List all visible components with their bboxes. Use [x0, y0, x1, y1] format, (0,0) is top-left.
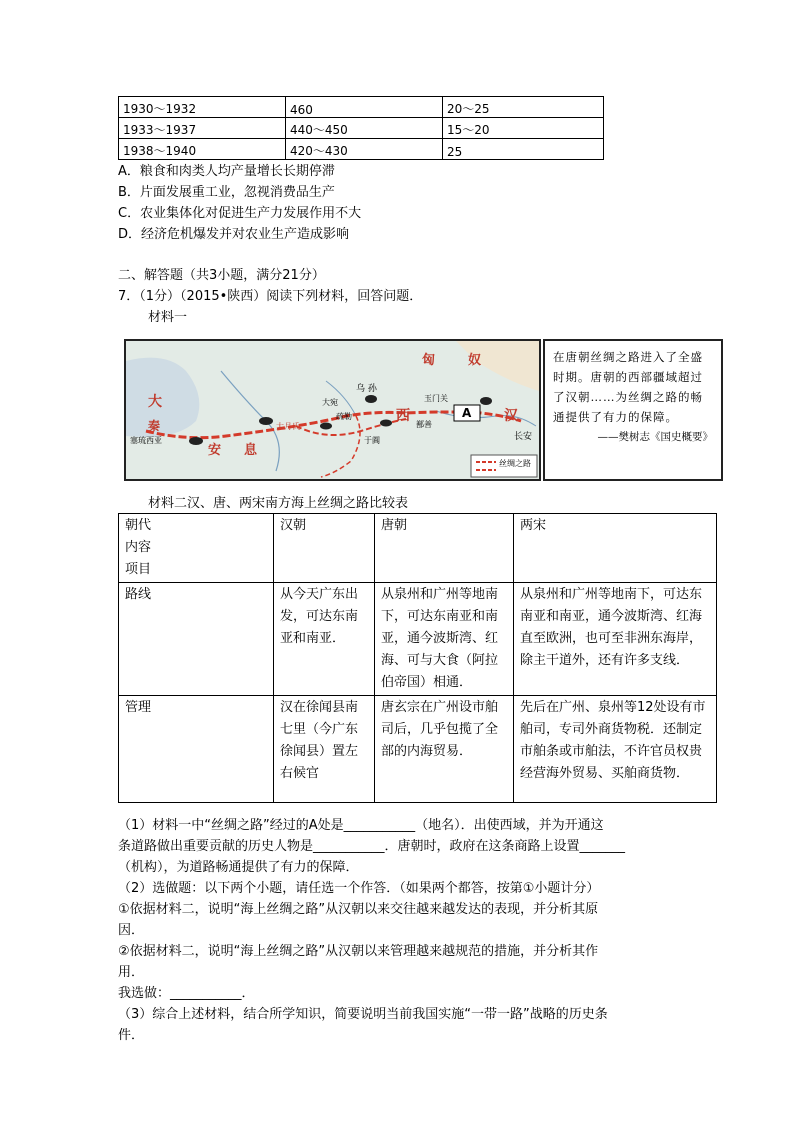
- table-cell: 420～430: [286, 139, 443, 160]
- map-label: 秦: [148, 419, 161, 433]
- map-label: 安: [208, 443, 222, 458]
- point-a-label: A: [462, 406, 472, 420]
- quote-box: [543, 339, 723, 481]
- header-item: 项目: [125, 562, 152, 577]
- comparison-table: [118, 513, 717, 803]
- table-cell: 从今天广东出发，可达东南亚和南亚．: [274, 583, 375, 696]
- table-cell: 1930～1932: [119, 97, 286, 118]
- production-table: [118, 96, 604, 160]
- table-row: [119, 696, 717, 803]
- table-header-song: 两宋: [514, 514, 717, 583]
- table-cell: 440～450: [286, 118, 443, 139]
- table-header-corner: [119, 514, 274, 583]
- question-line: 条道路做出重要贡献的历史人物是___________．唐朝时，政府在这条商路上设置_______: [118, 839, 626, 854]
- quote-text: 在唐朝丝绸之路进入了全盛时期。唐朝的西部疆域超过了汉朝……为丝绸之路的畅通提供了有力的保障。: [553, 350, 703, 424]
- table-row: [119, 583, 717, 696]
- map-label: 塞琉西亚: [130, 436, 162, 445]
- option-a: A．粮食和肉类人均产量增长长期停滞: [118, 164, 335, 179]
- question-line: 我选做：___________．: [118, 986, 255, 1001]
- table-cell: 从泉州和广州等地南下，可达东南亚和南亚，通今波斯湾、红海、可与大食（阿拉伯帝国）相通．: [375, 583, 514, 696]
- legend-label: 丝绸之路: [499, 459, 531, 468]
- map-label: 大宛: [322, 398, 338, 407]
- table-header-han: 汉朝: [274, 514, 375, 583]
- question-line: （2）选做题：以下两个小题，请任选一个作答．（如果两个都答，按第①小题计分）: [118, 881, 600, 896]
- map-label: 大: [148, 394, 162, 410]
- table-row: [119, 97, 604, 118]
- table-row: [119, 139, 604, 160]
- table-cell: 唐玄宗在广州设市舶司后，几乎包揽了全部的内海贸易．: [375, 696, 514, 803]
- map-label: 西: [396, 408, 410, 424]
- table-row: [119, 118, 604, 139]
- table-cell: 汉在徐闻县南七里（今广东徐闻县）置左右候官: [274, 696, 375, 803]
- table-cell: 15～20: [443, 118, 604, 139]
- option-d: D．经济危机爆发并对农业生产造成影响: [118, 227, 350, 242]
- map-label: 长安: [514, 432, 533, 442]
- option-c: C．农业集体化对促进生产力发展作用不大: [118, 206, 362, 221]
- question-line: （3）综合上述材料，结合所学知识，简要说明当前我国实施“一带一路”战略的历史条: [118, 1007, 608, 1022]
- question-line: 因．: [118, 923, 145, 938]
- table-cell: 20～25: [443, 97, 604, 118]
- map-label: 大月氏: [276, 422, 300, 431]
- question-line: （1）材料一中“丝绸之路”经过的A处是___________（地名）．出使西域，并为开通这: [118, 818, 604, 833]
- question-line: ②依据材料二，说明“海上丝绸之路”从汉朝以来管理越来越规范的措施，并分析其作: [118, 944, 599, 959]
- material-1-label: 材料一: [148, 310, 188, 325]
- question-line: 用．: [118, 965, 145, 980]
- section-title: 二、解答题（共3小题，满分21分）: [118, 268, 325, 283]
- map-label: 息: [244, 443, 258, 458]
- header-dynasty: 朝代: [125, 518, 152, 533]
- map-label: 鄯善: [416, 420, 432, 429]
- question-7-stem: 7．（1分）（2015•陕西）阅读下列材料，回答问题．: [118, 289, 423, 304]
- map-label: 匈: [422, 353, 436, 368]
- option-b: B．片面发展重工业，忽视消费品生产: [118, 185, 335, 200]
- table-cell: 管理: [119, 696, 274, 803]
- question-line: 件．: [118, 1028, 145, 1043]
- table-cell: 25: [443, 139, 604, 160]
- table-cell: 1933～1937: [119, 118, 286, 139]
- map-label: 乌 孙: [356, 384, 377, 394]
- table-cell: 先后在广州、泉州等12处设有市舶司，专司外商货物税．还制定市舶条或市舶法，不许官员权贵经营海外贸易、买舶商货物．: [514, 696, 717, 803]
- map-label: 疏勒: [336, 412, 352, 421]
- map-label: 玉门关: [424, 394, 448, 403]
- table-cell: 460: [286, 97, 443, 118]
- question-line: （机构），为道路畅通提供了有力的保障．: [118, 860, 359, 875]
- table-cell: 路线: [119, 583, 274, 696]
- header-content: 内容: [125, 540, 152, 555]
- quote-source: ——樊树志《国史概要》: [597, 431, 713, 443]
- table-row: [119, 514, 717, 583]
- table-header-tang: 唐朝: [375, 514, 514, 583]
- map-label: 汉: [504, 408, 518, 424]
- table-cell: 1938～1940: [119, 139, 286, 160]
- material-2-title: 材料二汉、唐、两宋南方海上丝绸之路比较表: [148, 496, 409, 511]
- map-label: 于阗: [364, 436, 380, 445]
- table-cell: 从泉州和广州等地南下，可达东南亚和南亚，通今波斯湾、红海直至欧洲，也可至非洲东海岸，除主干道外，还有许多支线．: [514, 583, 717, 696]
- question-line: ①依据材料二，说明“海上丝绸之路”从汉朝以来交往越来越发达的表现，并分析其原: [118, 902, 599, 917]
- silk-road-map: [124, 339, 541, 481]
- map-label: 奴: [468, 353, 482, 368]
